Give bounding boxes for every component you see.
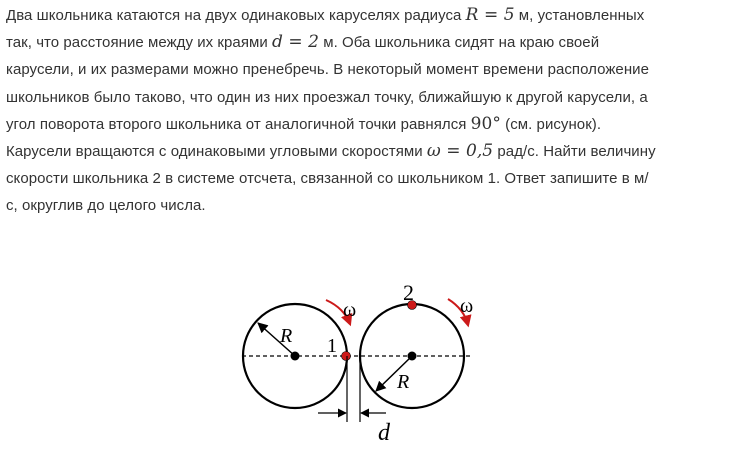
carousel-diagram — [230, 280, 490, 450]
omega-formula: ω = 0,5 — [426, 141, 494, 162]
problem-text-fragment: (см. рисунок). — [500, 115, 602, 133]
problem-line-5 — [6, 111, 728, 138]
problem-text-fragment: угол поворота второго школьника от аналогичной точки равнялся — [6, 115, 471, 133]
d-label: d — [378, 420, 390, 446]
problem-text-fragment: м, установленных — [514, 7, 645, 24]
problem-text-fragment: рад/с. Найти величину — [493, 143, 656, 161]
student-1-label: 1 — [327, 335, 337, 357]
problem-text-fragment: м. Оба школьника сидят на краю своей — [319, 34, 600, 52]
left-omega-label: ω — [343, 299, 357, 321]
angle-formula: 90° — [470, 113, 501, 134]
problem-text-fragment: Карусели вращаются с одинаковыми угловыми скоростями — [6, 143, 427, 161]
problem-line-2 — [6, 29, 728, 56]
problem-line-6 — [6, 138, 728, 165]
problem-text-fragment: Два школьника катаются на двух одинаковых каруселях радиуса — [6, 7, 466, 24]
problem-text-fragment: так, что расстояние между их краями — [6, 34, 273, 52]
right-omega-label: ω — [460, 295, 474, 317]
distance-formula: d = 2 — [272, 32, 320, 53]
problem-line-3: карусели, и их размерами можно пренебречь. В некоторый момент времени расположение — [6, 61, 649, 79]
problem-line-7: скорости школьника 2 в системе отсчета, связанной со школьником 1. Ответ запишите в м/ — [6, 170, 649, 188]
problem-line-1 — [6, 2, 728, 29]
problem-line-8: с, округлив до целого числа. — [6, 197, 206, 215]
left-radius-label: R — [280, 325, 293, 347]
student-2-label: 2 — [403, 280, 414, 305]
problem-line-4: школьников было таково, что один из них проезжал точку, ближайшую к другой карусели, а — [6, 88, 648, 106]
student-1-dot — [342, 352, 351, 361]
problem-statement — [6, 2, 728, 220]
right-radius-label: R — [397, 371, 410, 393]
radius-formula: R = 5 — [465, 5, 515, 25]
